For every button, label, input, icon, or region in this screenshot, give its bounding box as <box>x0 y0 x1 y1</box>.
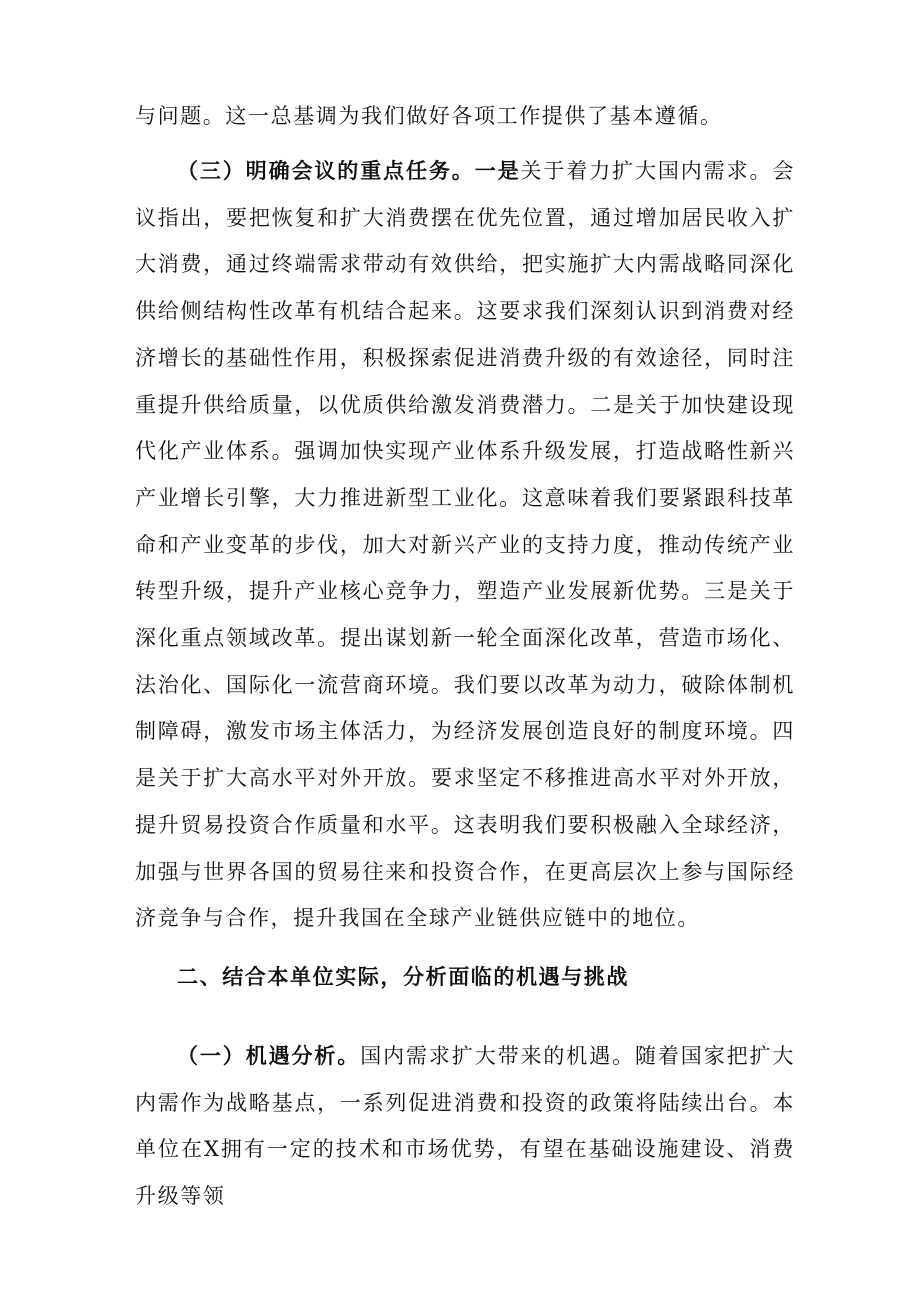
paragraph-key-tasks-heading: （三）明确会议的重点任务。 <box>177 158 475 183</box>
paragraph-key-tasks-first-marker: 一是 <box>474 158 521 183</box>
paragraph-opportunity-analysis <box>135 1033 795 1220</box>
paragraph-opportunity-heading: （一）机遇分析。 <box>177 1043 361 1068</box>
paragraph-opportunity-body: 国内需求扩大带来的机遇。随着国家把扩大内需作为战略基点，一系列促进消费和投资的政策将陆续出台。本单位在X拥有一定的技术和市场优势，有望在基础设施建设、消费升级等领 <box>135 1044 795 1209</box>
paragraph-intro-tail: 与问题。这一总基调为我们做好各项工作提供了基本遵循。 <box>135 104 723 128</box>
paragraph-key-tasks-body: 关于着力扩大国内需求。会议指出，要把恢复和扩大消费摆在优先位置，通过增加居民收入扩大消费，通过终端需求带动有效供给，把实施扩大内需战略同深化供给侧结构性改革有机结合起来。这要求我们深刻认识到消费对经济增长的基础性作用，积极探索促进消费升级的有效途径，同时注重提升供给质量，以优质供给激发消费潜力。二是关于加快建设现代化产业体系。强调加快实现产业体系升级发展，打造战略性新兴产业增长引擎，大力推进新型工业化。这意味着我们要紧跟科技革命和产业变革的步伐，加大对新兴产业的支持力度，推动传统产业转型升级，提升产业核心竞争力，塑造产业发展新优势。三是关于深化重点领域改革。提出谋划新一轮全面深化改革，营造市场化、法治化、国际化一流营商环境。我们要以改革为动力，破除体制机制障碍，激发市场主体活力，为经济发展创造良好的制度环境。四是关于扩大高水平对外开放。要求坚定不移推进高水平对外开放，提升贸易投资合作质量和水平。这表明我们要积极融入全球经济，加强与世界各国的贸易往来和投资合作，在更高层次上参与国际经济竞争与合作，提升我国在全球产业链供应链中的地位。 <box>135 159 796 931</box>
paragraph-key-tasks <box>135 148 795 942</box>
section-heading-opportunities-challenges: 二、结合本单位实际，分析面临的机遇与挑战 <box>177 964 629 989</box>
